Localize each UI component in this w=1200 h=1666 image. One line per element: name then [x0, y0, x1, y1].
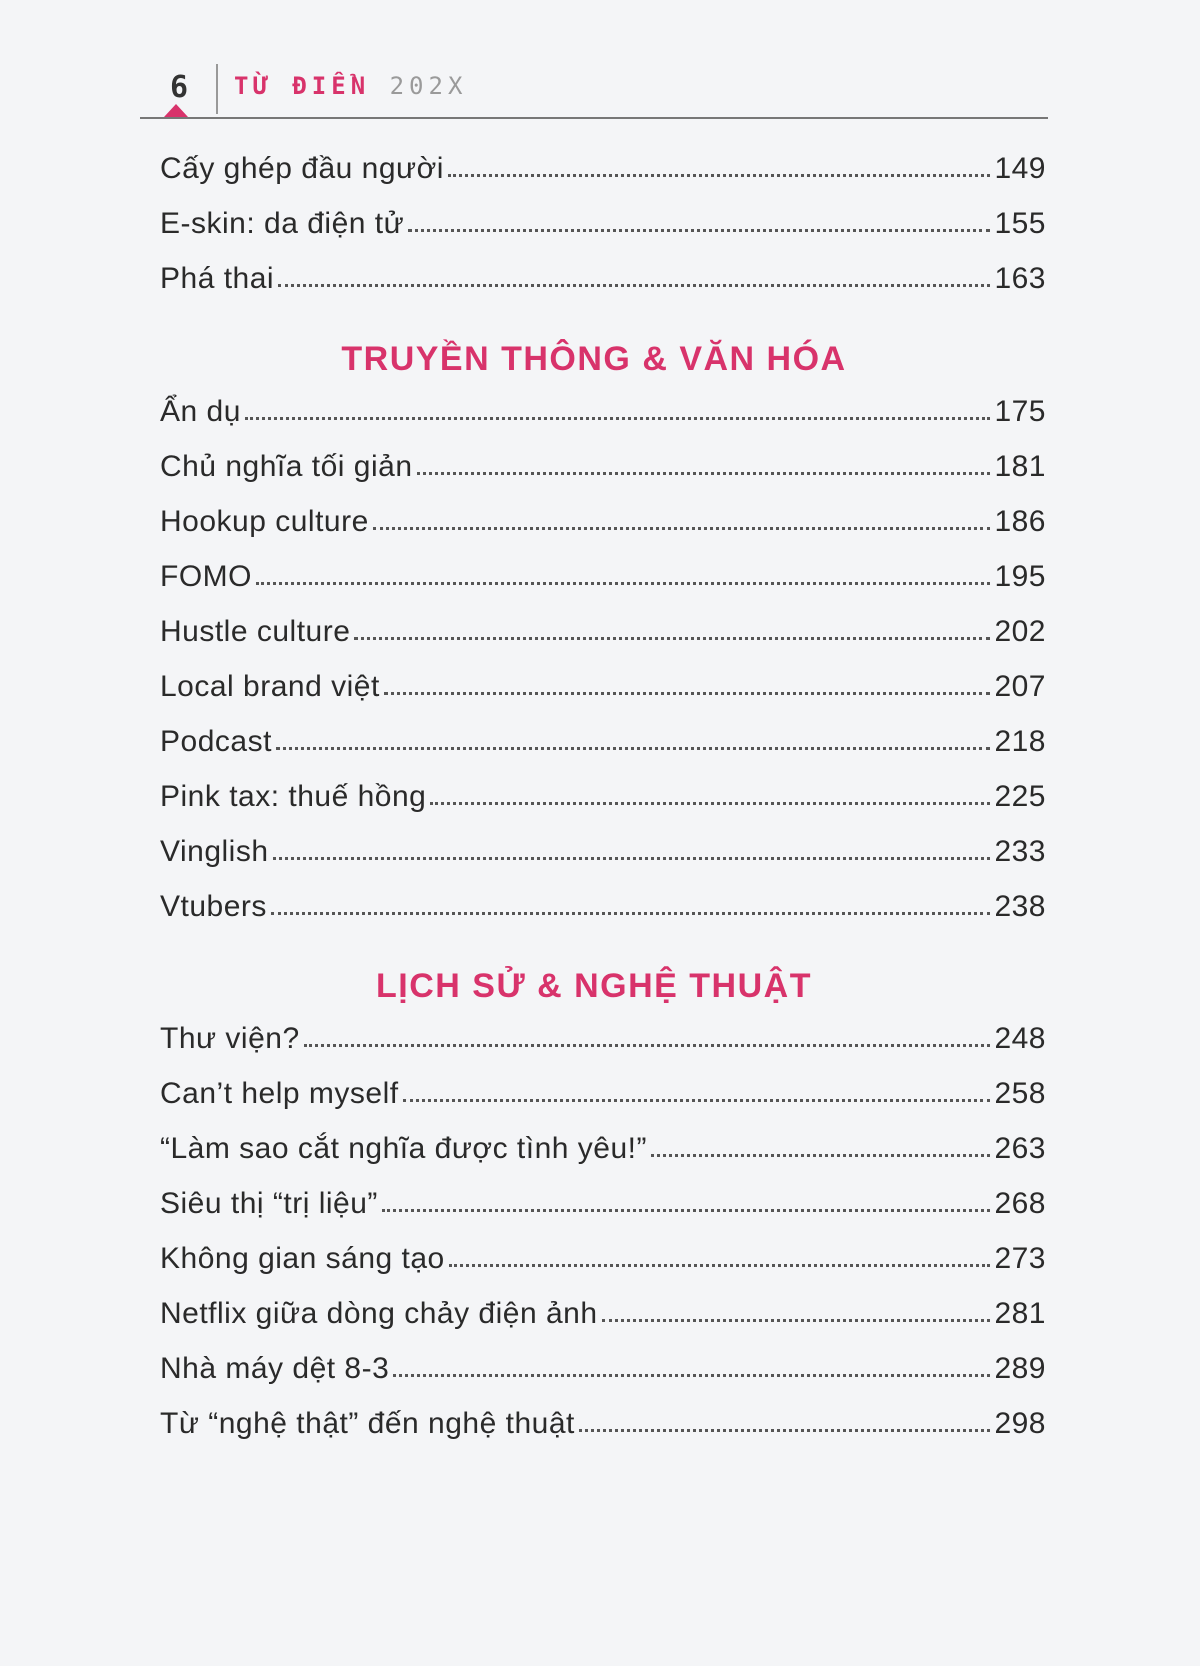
toc-entry-page: 233: [994, 835, 1046, 868]
dot-leader: [276, 747, 991, 750]
book-title-year: 202X: [389, 72, 468, 100]
dot-leader: [448, 174, 991, 177]
toc-entry: [160, 603, 1046, 649]
dot-leader: [651, 1154, 990, 1157]
page-marker-triangle-icon: [164, 104, 188, 117]
dot-leader: [278, 284, 990, 287]
toc-entry-title: Hustle culture: [160, 615, 351, 648]
toc-entry-title: FOMO: [160, 560, 252, 593]
dot-leader: [304, 1044, 991, 1047]
toc-entry-page: 298: [994, 1407, 1046, 1440]
dot-leader: [408, 229, 990, 232]
dot-leader: [382, 1209, 991, 1212]
toc-entry-page: 273: [994, 1242, 1046, 1275]
page-number: 6: [170, 70, 189, 105]
dot-leader: [393, 1374, 990, 1377]
book-title-main: TỪ ĐIỂN: [234, 72, 371, 100]
toc-entry: [160, 1230, 1046, 1276]
toc-entry-page: 289: [994, 1352, 1046, 1385]
book-title: [234, 72, 467, 100]
toc-entry-title: Nhà máy dệt 8-3: [160, 1352, 390, 1385]
toc-entry-page: 181: [994, 450, 1046, 483]
toc-entry: [160, 658, 1046, 704]
toc-entry-title: Vinglish: [160, 835, 269, 868]
section-heading: TRUYỀN THÔNG & VĂN HÓA: [341, 340, 847, 378]
toc-entry-page: 218: [994, 725, 1046, 758]
toc-entry-title: Hookup culture: [160, 505, 369, 538]
toc-entry-page: 186: [994, 505, 1046, 538]
toc-entry-page: 258: [994, 1077, 1046, 1110]
toc-entry: [160, 823, 1046, 869]
dot-leader: [354, 637, 990, 640]
dot-leader: [602, 1319, 991, 1322]
dot-leader: [245, 417, 991, 420]
toc-entry: [160, 1175, 1046, 1221]
toc-entry: [160, 548, 1046, 594]
dot-leader: [271, 912, 991, 915]
toc-entry-page: 248: [994, 1022, 1046, 1055]
dot-leader: [403, 1099, 991, 1102]
toc-entry-title: Can’t help myself: [160, 1077, 399, 1110]
running-header: [140, 58, 1048, 118]
dot-leader: [256, 582, 990, 585]
toc-entry: [160, 195, 1046, 241]
toc-entry-page: 225: [994, 780, 1046, 813]
toc-entry-title: Không gian sáng tạo: [160, 1242, 445, 1275]
toc-entry: [160, 768, 1046, 814]
toc-entry: [160, 713, 1046, 759]
dot-leader: [579, 1429, 991, 1432]
dot-leader: [384, 692, 991, 695]
toc-entry: [160, 250, 1046, 296]
toc-entry: [160, 1285, 1046, 1331]
toc-entry: [160, 1395, 1046, 1441]
header-rule: [140, 117, 1048, 119]
toc-entry-page: 149: [994, 152, 1046, 185]
toc-entry-page: 163: [994, 262, 1046, 295]
toc-entry: [160, 383, 1046, 429]
toc-entry: [160, 1010, 1046, 1056]
toc-entry-page: 202: [994, 615, 1046, 648]
toc-entry-title: “Làm sao cắt nghĩa được tình yêu!”: [160, 1132, 647, 1165]
toc-entry-title: E-skin: da điện tử: [160, 207, 405, 240]
dot-leader: [417, 472, 991, 475]
toc-entry-page: 207: [994, 670, 1046, 703]
toc-entry-title: Cấy ghép đầu người: [160, 152, 444, 185]
header-divider: [216, 64, 218, 114]
toc-entry: [160, 1120, 1046, 1166]
toc-entry-title: Local brand việt: [160, 670, 380, 703]
toc-entry-title: Netflix giữa dòng chảy điện ảnh: [160, 1297, 598, 1330]
toc-entry-title: Từ “nghệ thật” đến nghệ thuật: [160, 1407, 575, 1440]
toc-entry: [160, 1340, 1046, 1386]
dot-leader: [449, 1264, 991, 1267]
toc-entry-title: Siêu thị “trị liệu”: [160, 1187, 378, 1220]
dot-leader: [430, 802, 990, 805]
dot-leader: [273, 857, 991, 860]
dot-leader: [373, 527, 991, 530]
toc-entry-page: 281: [994, 1297, 1046, 1330]
toc-entry: [160, 1065, 1046, 1111]
toc-entry-title: Phá thai: [160, 262, 275, 295]
toc-entry-title: Thư viện?: [160, 1022, 300, 1055]
toc-entry: [160, 878, 1046, 924]
toc-entry-page: 238: [994, 890, 1046, 923]
toc-entry: [160, 438, 1046, 484]
toc-entry-page: 155: [994, 207, 1046, 240]
toc-entry-title: Pink tax: thuế hồng: [160, 780, 427, 813]
toc-entry-title: Chủ nghĩa tối giản: [160, 450, 413, 483]
toc-entry-page: 175: [994, 395, 1046, 428]
toc-entry-page: 195: [994, 560, 1046, 593]
toc-entry: [160, 140, 1046, 186]
toc-entry-page: 268: [994, 1187, 1046, 1220]
toc-entry-page: 263: [994, 1132, 1046, 1165]
section-heading: LỊCH SỬ & NGHỆ THUẬT: [376, 967, 812, 1005]
toc-entry-title: Vtubers: [160, 890, 267, 923]
toc-entry-title: Ẩn dụ: [160, 395, 241, 428]
toc-entry-title: Podcast: [160, 725, 272, 758]
toc-entry: [160, 493, 1046, 539]
